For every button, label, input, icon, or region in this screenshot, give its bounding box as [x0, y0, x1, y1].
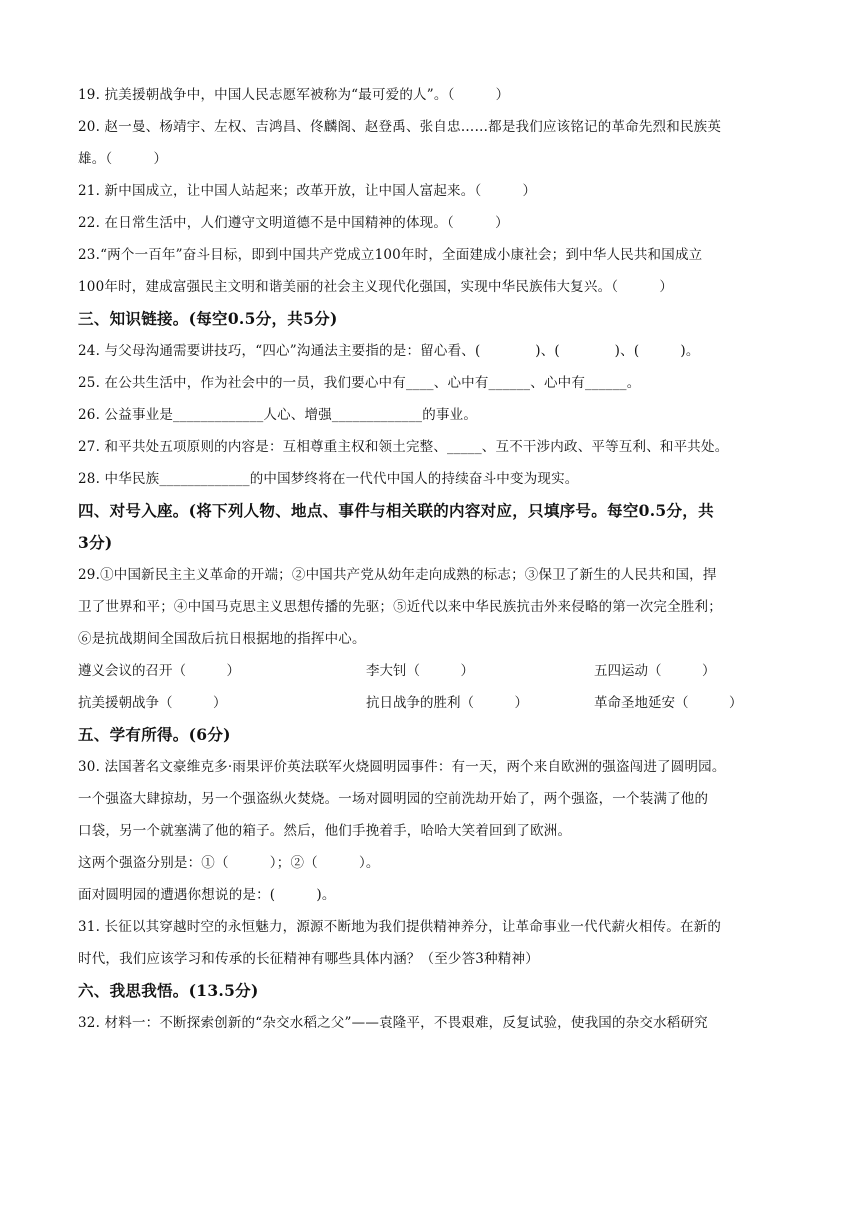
question-30-line-1: 30. 法国著名文豪维克多·雨果评价英法联军火烧圆明园事件：有一天，两个来自欧洲的强盗闯进了圆明园。 — [78, 759, 726, 775]
exam-content — [78, 84, 790, 1044]
matching-row-1 — [78, 660, 790, 692]
matching-item: 遵义会议的召开（ ） — [78, 663, 240, 679]
matching-row-2 — [78, 692, 790, 724]
question-25: 25. 在公共生活中，作为社会中的一员，我们要心中有____、心中有______、心中有______。 — [78, 375, 641, 391]
section-5-heading: 五、学有所得。(6分) — [78, 725, 231, 744]
question-27: 27. 和平共处五项原则的内容是：互相尊重主权和领土完整、_____、互不干涉内政、平等互利、和平共处。 — [78, 439, 729, 455]
question-32-line-1: 32. 材料一：不断探索创新的“杂交水稻之父”——袁隆平，不畏艰难，反复试验，使我国的杂交水稻研究 — [78, 1015, 708, 1031]
section-3-heading: 三、知识链接。(每空0.5分，共5分) — [78, 309, 338, 328]
section-4-heading-line-1: 四、对号入座。(将下列人物、地点、事件与相关联的内容对应，只填序号。每空0.5分，共 — [78, 501, 714, 520]
question-23-line-2: 100年时，建成富强民主文明和谐美丽的社会主义现代化强国，实现中华民族伟大复兴。（ ） — [78, 279, 674, 295]
question-29-line-2: 卫了世界和平；④中国马克思主义思想传播的先驱；⑤近代以来中华民族抗击外来侵略的第一次完全胜利； — [78, 599, 722, 615]
question-20-line-2: 雄。（ ） — [78, 151, 168, 167]
question-30-line-2: 一个强盗大肆掠劫，另一个强盗纵火焚烧。一场对圆明园的空前洗劫开始了，两个强盗，一个装满了他的 — [78, 791, 709, 807]
question-19: 19. 抗美援朝战争中，中国人民志愿军被称为“最可爱的人”。（ ） — [78, 87, 510, 103]
question-21: 21. 新中国成立，让中国人站起来；改革开放，让中国人富起来。（ ） — [78, 183, 537, 199]
question-20-line-1: 20. 赵一曼、杨靖宇、左权、吉鸿昌、佟麟阁、赵登禹、张自忠……都是我们应该铭记的革命先烈和民族英 — [78, 119, 722, 135]
question-28: 28. 中华民族_____________的中国梦终将在一代代中国人的持续奋斗中变为现实。 — [78, 471, 579, 487]
question-22: 22. 在日常生活中，人们遵守文明道德不是中国精神的体现。（ ） — [78, 215, 509, 231]
matching-item: 五四运动（ ） — [594, 663, 716, 679]
question-30-line-3: 口袋，另一个就塞满了他的箱子。然后，他们手挽着手，哈哈大笑着回到了欧洲。 — [78, 823, 572, 839]
question-30-line-5: 面对圆明园的遭遇你想说的是：( )。 — [78, 887, 336, 903]
matching-item: 李大钊（ ） — [366, 663, 474, 679]
question-31-line-1: 31. 长征以其穿越时空的永恒魅力，源源不断地为我们提供精神养分，让革命事业一代代薪火相传。在新的 — [78, 919, 722, 935]
question-24: 24. 与父母沟通需要讲技巧，“四心”沟通法主要指的是：留心看、( )、( )、( )。 — [78, 343, 700, 359]
matching-item: 抗日战争的胜利（ ） — [366, 695, 528, 711]
matching-item: 革命圣地延安（ ） — [594, 695, 743, 711]
section-6-heading: 六、我思我悟。(13.5分) — [78, 981, 259, 1000]
question-30-line-4: 这两个强盗分别是：①（ ）；②（ ）。 — [78, 855, 380, 871]
section-4-heading-line-2: 3分) — [78, 533, 113, 552]
question-29-line-3: ⑥是抗战期间全国敌后抗日根据地的指挥中心。 — [78, 631, 366, 647]
question-26: 26. 公益事业是_____________人心、增强_____________的事业。 — [78, 407, 478, 423]
question-23-line-1: 23.“两个一百年”奋斗目标，即到中国共产党成立100年时，全面建成小康社会；到中华人民共和国成立 — [78, 247, 703, 263]
matching-item: 抗美援朝战争（ ） — [78, 695, 227, 711]
question-29-line-1: 29.①中国新民主主义革命的开端；②中国共产党从幼年走向成熟的标志；③保卫了新生的人民共和国，捍 — [78, 567, 717, 583]
question-31-line-2: 时代，我们应该学习和传承的长征精神有哪些具体内涵？（至少答3种精神） — [78, 951, 539, 967]
